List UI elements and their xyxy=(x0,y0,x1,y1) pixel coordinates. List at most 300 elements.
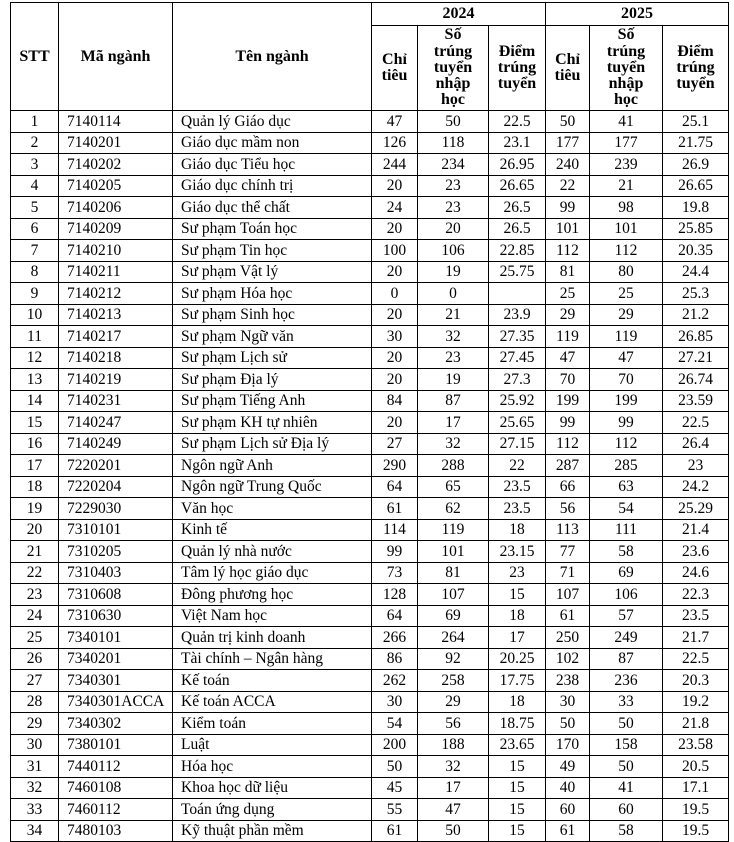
cell-diem-trung-tuyen-2025: 24.2 xyxy=(663,476,729,498)
cell-diem-trung-tuyen-2024: 23.5 xyxy=(489,476,546,498)
cell-ten-nganh: Giáo dục mầm non xyxy=(173,132,372,154)
table-row xyxy=(11,197,729,219)
cell-ten-nganh: Khoa học dữ liệu xyxy=(173,777,372,799)
cell-so-trung-tuyen-nhap-hoc-2024: 107 xyxy=(418,584,489,606)
cell-so-trung-tuyen-nhap-hoc-2025: 158 xyxy=(590,734,663,756)
cell-so-trung-tuyen-nhap-hoc-2024: 20 xyxy=(418,218,489,240)
cell-chi-tieu-2024: 100 xyxy=(372,240,418,262)
table-body xyxy=(11,111,729,842)
cell-so-trung-tuyen-nhap-hoc-2024: 101 xyxy=(418,541,489,563)
cell-diem-trung-tuyen-2024: 27.3 xyxy=(489,369,546,391)
cell-so-trung-tuyen-nhap-hoc-2025: 33 xyxy=(590,691,663,713)
cell-chi-tieu-2024: 126 xyxy=(372,132,418,154)
cell-chi-tieu-2024: 20 xyxy=(372,261,418,283)
cell-so-trung-tuyen-nhap-hoc-2024: 258 xyxy=(418,670,489,692)
cell-chi-tieu-2025: 66 xyxy=(546,476,590,498)
cell-diem-trung-tuyen-2024 xyxy=(489,283,546,305)
cell-chi-tieu-2025: 113 xyxy=(546,519,590,541)
table-row xyxy=(11,648,729,670)
cell-so-trung-tuyen-nhap-hoc-2024: 65 xyxy=(418,476,489,498)
cell-chi-tieu-2024: 20 xyxy=(372,347,418,369)
cell-chi-tieu-2025: 102 xyxy=(546,648,590,670)
cell-so-trung-tuyen-nhap-hoc-2025: 57 xyxy=(590,605,663,627)
cell-so-trung-tuyen-nhap-hoc-2024: 32 xyxy=(418,756,489,778)
cell-so-trung-tuyen-nhap-hoc-2024: 118 xyxy=(418,132,489,154)
col-header-diem-trung-tuyen-2024: Điểm trúng tuyển xyxy=(489,26,546,111)
cell-stt: 19 xyxy=(11,498,59,520)
cell-chi-tieu-2025: 107 xyxy=(546,584,590,606)
cell-diem-trung-tuyen-2025: 26.4 xyxy=(663,433,729,455)
cell-chi-tieu-2025: 60 xyxy=(546,799,590,821)
cell-ten-nganh: Sư phạm Ngữ văn xyxy=(173,326,372,348)
cell-diem-trung-tuyen-2024: 15 xyxy=(489,756,546,778)
cell-chi-tieu-2024: 86 xyxy=(372,648,418,670)
cell-stt: 29 xyxy=(11,713,59,735)
cell-ten-nganh: Giáo dục Tiểu học xyxy=(173,154,372,176)
cell-so-trung-tuyen-nhap-hoc-2024: 81 xyxy=(418,562,489,584)
cell-so-trung-tuyen-nhap-hoc-2025: 54 xyxy=(590,498,663,520)
cell-diem-trung-tuyen-2025: 24.4 xyxy=(663,261,729,283)
cell-diem-trung-tuyen-2025: 27.21 xyxy=(663,347,729,369)
cell-diem-trung-tuyen-2025: 21.75 xyxy=(663,132,729,154)
cell-chi-tieu-2025: 287 xyxy=(546,455,590,477)
cell-diem-trung-tuyen-2025: 21.4 xyxy=(663,519,729,541)
cell-so-trung-tuyen-nhap-hoc-2024: 19 xyxy=(418,261,489,283)
cell-diem-trung-tuyen-2025: 23.58 xyxy=(663,734,729,756)
cell-ma-nganh: 7460108 xyxy=(59,777,173,799)
cell-diem-trung-tuyen-2025: 19.5 xyxy=(663,799,729,821)
cell-ma-nganh: 7140249 xyxy=(59,433,173,455)
cell-diem-trung-tuyen-2024: 27.35 xyxy=(489,326,546,348)
cell-stt: 33 xyxy=(11,799,59,821)
cell-ma-nganh: 7140213 xyxy=(59,304,173,326)
cell-ma-nganh: 7310205 xyxy=(59,541,173,563)
cell-diem-trung-tuyen-2024: 26.5 xyxy=(489,218,546,240)
cell-diem-trung-tuyen-2024: 17.75 xyxy=(489,670,546,692)
cell-stt: 27 xyxy=(11,670,59,692)
cell-so-trung-tuyen-nhap-hoc-2024: 119 xyxy=(418,519,489,541)
cell-diem-trung-tuyen-2025: 23.59 xyxy=(663,390,729,412)
cell-stt: 15 xyxy=(11,412,59,434)
cell-so-trung-tuyen-nhap-hoc-2025: 99 xyxy=(590,412,663,434)
cell-ma-nganh: 7140218 xyxy=(59,347,173,369)
cell-so-trung-tuyen-nhap-hoc-2024: 32 xyxy=(418,433,489,455)
cell-stt: 13 xyxy=(11,369,59,391)
cell-chi-tieu-2024: 266 xyxy=(372,627,418,649)
cell-so-trung-tuyen-nhap-hoc-2025: 50 xyxy=(590,713,663,735)
col-header-year-2024: 2024 xyxy=(372,3,546,26)
cell-ten-nganh: Sư phạm Sinh học xyxy=(173,304,372,326)
table-row xyxy=(11,734,729,756)
cell-stt: 32 xyxy=(11,777,59,799)
cell-chi-tieu-2024: 84 xyxy=(372,390,418,412)
cell-ten-nganh: Quản lý Giáo dục xyxy=(173,111,372,133)
cell-so-trung-tuyen-nhap-hoc-2024: 69 xyxy=(418,605,489,627)
cell-so-trung-tuyen-nhap-hoc-2024: 32 xyxy=(418,326,489,348)
cell-diem-trung-tuyen-2024: 20.25 xyxy=(489,648,546,670)
cell-ma-nganh: 7340301 xyxy=(59,670,173,692)
cell-chi-tieu-2025: 170 xyxy=(546,734,590,756)
cell-chi-tieu-2025: 29 xyxy=(546,304,590,326)
cell-so-trung-tuyen-nhap-hoc-2024: 19 xyxy=(418,369,489,391)
table-row xyxy=(11,562,729,584)
cell-chi-tieu-2024: 0 xyxy=(372,283,418,305)
cell-chi-tieu-2024: 128 xyxy=(372,584,418,606)
cell-ma-nganh: 7340301ACCA xyxy=(59,691,173,713)
cell-diem-trung-tuyen-2024: 23.9 xyxy=(489,304,546,326)
cell-ten-nganh: Sư phạm Toán học xyxy=(173,218,372,240)
cell-diem-trung-tuyen-2024: 23.15 xyxy=(489,541,546,563)
cell-ma-nganh: 7340302 xyxy=(59,713,173,735)
cell-so-trung-tuyen-nhap-hoc-2024: 17 xyxy=(418,777,489,799)
cell-chi-tieu-2025: 70 xyxy=(546,369,590,391)
cell-stt: 7 xyxy=(11,240,59,262)
cell-so-trung-tuyen-nhap-hoc-2024: 0 xyxy=(418,283,489,305)
cell-diem-trung-tuyen-2025: 26.85 xyxy=(663,326,729,348)
cell-chi-tieu-2024: 27 xyxy=(372,433,418,455)
cell-chi-tieu-2024: 114 xyxy=(372,519,418,541)
cell-ten-nganh: Giáo dục chính trị xyxy=(173,175,372,197)
col-header-ma-nganh: Mã ngành xyxy=(59,3,173,111)
cell-ma-nganh: 7140206 xyxy=(59,197,173,219)
cell-ma-nganh: 7380101 xyxy=(59,734,173,756)
cell-diem-trung-tuyen-2024: 23.65 xyxy=(489,734,546,756)
cell-chi-tieu-2025: 77 xyxy=(546,541,590,563)
cell-diem-trung-tuyen-2025: 23 xyxy=(663,455,729,477)
cell-diem-trung-tuyen-2024: 22.5 xyxy=(489,111,546,133)
table-row xyxy=(11,132,729,154)
col-header-chi-tieu-2025: Chỉ tiêu xyxy=(546,26,590,111)
cell-ma-nganh: 7220204 xyxy=(59,476,173,498)
cell-diem-trung-tuyen-2025: 19.5 xyxy=(663,820,729,842)
cell-stt: 30 xyxy=(11,734,59,756)
table-row xyxy=(11,756,729,778)
cell-diem-trung-tuyen-2024: 15 xyxy=(489,777,546,799)
cell-ten-nganh: Sư phạm Lịch sử xyxy=(173,347,372,369)
table-row xyxy=(11,369,729,391)
table-row xyxy=(11,820,729,842)
table-row xyxy=(11,433,729,455)
cell-chi-tieu-2025: 56 xyxy=(546,498,590,520)
cell-diem-trung-tuyen-2025: 26.9 xyxy=(663,154,729,176)
cell-stt: 12 xyxy=(11,347,59,369)
table-row xyxy=(11,605,729,627)
cell-ten-nganh: Kế toán xyxy=(173,670,372,692)
cell-so-trung-tuyen-nhap-hoc-2025: 236 xyxy=(590,670,663,692)
cell-so-trung-tuyen-nhap-hoc-2025: 29 xyxy=(590,304,663,326)
cell-ten-nganh: Quản lý nhà nước xyxy=(173,541,372,563)
cell-chi-tieu-2025: 71 xyxy=(546,562,590,584)
table-row xyxy=(11,326,729,348)
cell-stt: 9 xyxy=(11,283,59,305)
cell-diem-trung-tuyen-2025: 26.65 xyxy=(663,175,729,197)
cell-ten-nganh: Ngôn ngữ Trung Quốc xyxy=(173,476,372,498)
cell-ten-nganh: Kiểm toán xyxy=(173,713,372,735)
table-row xyxy=(11,713,729,735)
cell-ten-nganh: Kỹ thuật phần mềm xyxy=(173,820,372,842)
cell-ma-nganh: 7340201 xyxy=(59,648,173,670)
cell-so-trung-tuyen-nhap-hoc-2025: 98 xyxy=(590,197,663,219)
cell-stt: 17 xyxy=(11,455,59,477)
cell-diem-trung-tuyen-2025: 21.8 xyxy=(663,713,729,735)
cell-chi-tieu-2024: 262 xyxy=(372,670,418,692)
cell-so-trung-tuyen-nhap-hoc-2025: 112 xyxy=(590,240,663,262)
cell-diem-trung-tuyen-2025: 20.3 xyxy=(663,670,729,692)
cell-stt: 2 xyxy=(11,132,59,154)
cell-chi-tieu-2024: 244 xyxy=(372,154,418,176)
cell-chi-tieu-2024: 20 xyxy=(372,218,418,240)
cell-diem-trung-tuyen-2024: 27.45 xyxy=(489,347,546,369)
cell-ten-nganh: Văn học xyxy=(173,498,372,520)
cell-so-trung-tuyen-nhap-hoc-2024: 23 xyxy=(418,197,489,219)
cell-chi-tieu-2025: 119 xyxy=(546,326,590,348)
cell-diem-trung-tuyen-2024: 25.65 xyxy=(489,412,546,434)
cell-stt: 23 xyxy=(11,584,59,606)
col-header-ten-nganh: Tên ngành xyxy=(173,3,372,111)
table-row xyxy=(11,541,729,563)
cell-ten-nganh: Sư phạm Lịch sử Địa lý xyxy=(173,433,372,455)
cell-so-trung-tuyen-nhap-hoc-2025: 87 xyxy=(590,648,663,670)
cell-diem-trung-tuyen-2024: 22.85 xyxy=(489,240,546,262)
cell-chi-tieu-2025: 22 xyxy=(546,175,590,197)
cell-ten-nganh: Sư phạm Hóa học xyxy=(173,283,372,305)
cell-chi-tieu-2024: 45 xyxy=(372,777,418,799)
cell-so-trung-tuyen-nhap-hoc-2025: 58 xyxy=(590,820,663,842)
cell-so-trung-tuyen-nhap-hoc-2024: 50 xyxy=(418,820,489,842)
cell-ma-nganh: 7140114 xyxy=(59,111,173,133)
cell-chi-tieu-2025: 61 xyxy=(546,820,590,842)
cell-so-trung-tuyen-nhap-hoc-2025: 70 xyxy=(590,369,663,391)
cell-diem-trung-tuyen-2025: 22.3 xyxy=(663,584,729,606)
cell-ten-nganh: Việt Nam học xyxy=(173,605,372,627)
cell-chi-tieu-2025: 199 xyxy=(546,390,590,412)
cell-chi-tieu-2025: 47 xyxy=(546,347,590,369)
cell-diem-trung-tuyen-2025: 25.85 xyxy=(663,218,729,240)
cell-diem-trung-tuyen-2024: 22 xyxy=(489,455,546,477)
table-row xyxy=(11,304,729,326)
cell-diem-trung-tuyen-2024: 23.1 xyxy=(489,132,546,154)
cell-ten-nganh: Sư phạm Tin học xyxy=(173,240,372,262)
admission-score-table xyxy=(10,2,729,842)
cell-diem-trung-tuyen-2024: 17 xyxy=(489,627,546,649)
cell-stt: 25 xyxy=(11,627,59,649)
cell-so-trung-tuyen-nhap-hoc-2025: 101 xyxy=(590,218,663,240)
cell-ma-nganh: 7229030 xyxy=(59,498,173,520)
cell-diem-trung-tuyen-2025: 23.6 xyxy=(663,541,729,563)
cell-so-trung-tuyen-nhap-hoc-2025: 285 xyxy=(590,455,663,477)
cell-diem-trung-tuyen-2024: 27.15 xyxy=(489,433,546,455)
cell-stt: 5 xyxy=(11,197,59,219)
cell-chi-tieu-2025: 50 xyxy=(546,111,590,133)
cell-ma-nganh: 7440112 xyxy=(59,756,173,778)
cell-stt: 8 xyxy=(11,261,59,283)
cell-ma-nganh: 7310101 xyxy=(59,519,173,541)
col-header-so-trung-tuyen-nhap-hoc-2024: Số trúng tuyển nhập học xyxy=(418,26,489,111)
cell-stt: 4 xyxy=(11,175,59,197)
cell-ma-nganh: 7140219 xyxy=(59,369,173,391)
cell-diem-trung-tuyen-2025: 23.5 xyxy=(663,605,729,627)
cell-diem-trung-tuyen-2024: 15 xyxy=(489,584,546,606)
cell-chi-tieu-2025: 101 xyxy=(546,218,590,240)
cell-stt: 10 xyxy=(11,304,59,326)
cell-ma-nganh: 7460112 xyxy=(59,799,173,821)
cell-so-trung-tuyen-nhap-hoc-2024: 56 xyxy=(418,713,489,735)
cell-ten-nganh: Luật xyxy=(173,734,372,756)
table-row xyxy=(11,218,729,240)
cell-chi-tieu-2024: 290 xyxy=(372,455,418,477)
table-row xyxy=(11,476,729,498)
cell-chi-tieu-2024: 73 xyxy=(372,562,418,584)
cell-chi-tieu-2024: 20 xyxy=(372,175,418,197)
cell-so-trung-tuyen-nhap-hoc-2025: 41 xyxy=(590,111,663,133)
cell-diem-trung-tuyen-2025: 19.8 xyxy=(663,197,729,219)
col-header-diem-trung-tuyen-2025: Điểm trúng tuyển xyxy=(663,26,729,111)
cell-stt: 14 xyxy=(11,390,59,412)
cell-chi-tieu-2024: 24 xyxy=(372,197,418,219)
cell-diem-trung-tuyen-2025: 25.1 xyxy=(663,111,729,133)
cell-stt: 26 xyxy=(11,648,59,670)
cell-so-trung-tuyen-nhap-hoc-2024: 23 xyxy=(418,175,489,197)
cell-chi-tieu-2024: 30 xyxy=(372,326,418,348)
table-row xyxy=(11,519,729,541)
cell-so-trung-tuyen-nhap-hoc-2024: 234 xyxy=(418,154,489,176)
cell-ten-nganh: Sư phạm Tiếng Anh xyxy=(173,390,372,412)
table-row xyxy=(11,347,729,369)
cell-diem-trung-tuyen-2025: 25.29 xyxy=(663,498,729,520)
cell-so-trung-tuyen-nhap-hoc-2025: 249 xyxy=(590,627,663,649)
cell-chi-tieu-2024: 61 xyxy=(372,820,418,842)
cell-stt: 20 xyxy=(11,519,59,541)
cell-ten-nganh: Giáo dục thể chất xyxy=(173,197,372,219)
cell-diem-trung-tuyen-2025: 25.3 xyxy=(663,283,729,305)
cell-diem-trung-tuyen-2024: 25.75 xyxy=(489,261,546,283)
cell-so-trung-tuyen-nhap-hoc-2025: 69 xyxy=(590,562,663,584)
cell-ma-nganh: 7140202 xyxy=(59,154,173,176)
cell-so-trung-tuyen-nhap-hoc-2024: 62 xyxy=(418,498,489,520)
cell-chi-tieu-2024: 20 xyxy=(372,412,418,434)
cell-chi-tieu-2025: 30 xyxy=(546,691,590,713)
cell-diem-trung-tuyen-2025: 22.5 xyxy=(663,412,729,434)
cell-chi-tieu-2025: 250 xyxy=(546,627,590,649)
cell-so-trung-tuyen-nhap-hoc-2024: 87 xyxy=(418,390,489,412)
cell-so-trung-tuyen-nhap-hoc-2024: 17 xyxy=(418,412,489,434)
table-row xyxy=(11,691,729,713)
cell-diem-trung-tuyen-2024: 23.5 xyxy=(489,498,546,520)
cell-stt: 31 xyxy=(11,756,59,778)
table-row xyxy=(11,584,729,606)
table-row xyxy=(11,175,729,197)
cell-chi-tieu-2025: 240 xyxy=(546,154,590,176)
cell-chi-tieu-2024: 64 xyxy=(372,605,418,627)
cell-chi-tieu-2025: 112 xyxy=(546,433,590,455)
cell-ten-nganh: Sư phạm KH tự nhiên xyxy=(173,412,372,434)
cell-ten-nganh: Toán ứng dụng xyxy=(173,799,372,821)
cell-so-trung-tuyen-nhap-hoc-2025: 199 xyxy=(590,390,663,412)
cell-so-trung-tuyen-nhap-hoc-2025: 80 xyxy=(590,261,663,283)
cell-ten-nganh: Ngôn ngữ Anh xyxy=(173,455,372,477)
cell-diem-trung-tuyen-2025: 24.6 xyxy=(663,562,729,584)
cell-stt: 3 xyxy=(11,154,59,176)
cell-chi-tieu-2025: 49 xyxy=(546,756,590,778)
cell-ma-nganh: 7140211 xyxy=(59,261,173,283)
cell-ma-nganh: 7480103 xyxy=(59,820,173,842)
cell-so-trung-tuyen-nhap-hoc-2025: 63 xyxy=(590,476,663,498)
cell-diem-trung-tuyen-2024: 18 xyxy=(489,691,546,713)
cell-chi-tieu-2024: 54 xyxy=(372,713,418,735)
table-row xyxy=(11,670,729,692)
cell-so-trung-tuyen-nhap-hoc-2024: 29 xyxy=(418,691,489,713)
cell-diem-trung-tuyen-2024: 18.75 xyxy=(489,713,546,735)
cell-diem-trung-tuyen-2024: 15 xyxy=(489,820,546,842)
cell-stt: 18 xyxy=(11,476,59,498)
cell-so-trung-tuyen-nhap-hoc-2024: 50 xyxy=(418,111,489,133)
cell-ma-nganh: 7140212 xyxy=(59,283,173,305)
cell-stt: 24 xyxy=(11,605,59,627)
cell-diem-trung-tuyen-2024: 25.92 xyxy=(489,390,546,412)
col-header-stt: STT xyxy=(11,3,59,111)
cell-ma-nganh: 7140231 xyxy=(59,390,173,412)
table-row xyxy=(11,498,729,520)
cell-ten-nganh: Quản trị kinh doanh xyxy=(173,627,372,649)
cell-chi-tieu-2024: 200 xyxy=(372,734,418,756)
cell-chi-tieu-2024: 50 xyxy=(372,756,418,778)
cell-ten-nganh: Sư phạm Vật lý xyxy=(173,261,372,283)
cell-ma-nganh: 7310630 xyxy=(59,605,173,627)
table-row xyxy=(11,455,729,477)
cell-so-trung-tuyen-nhap-hoc-2025: 58 xyxy=(590,541,663,563)
cell-so-trung-tuyen-nhap-hoc-2024: 106 xyxy=(418,240,489,262)
cell-so-trung-tuyen-nhap-hoc-2025: 41 xyxy=(590,777,663,799)
cell-ma-nganh: 7220201 xyxy=(59,455,173,477)
cell-diem-trung-tuyen-2025: 19.2 xyxy=(663,691,729,713)
cell-ma-nganh: 7140247 xyxy=(59,412,173,434)
cell-chi-tieu-2024: 64 xyxy=(372,476,418,498)
cell-ma-nganh: 7140209 xyxy=(59,218,173,240)
cell-chi-tieu-2025: 238 xyxy=(546,670,590,692)
cell-chi-tieu-2025: 25 xyxy=(546,283,590,305)
cell-ma-nganh: 7310403 xyxy=(59,562,173,584)
table-row xyxy=(11,390,729,412)
cell-so-trung-tuyen-nhap-hoc-2024: 188 xyxy=(418,734,489,756)
cell-chi-tieu-2024: 61 xyxy=(372,498,418,520)
cell-ten-nganh: Đông phương học xyxy=(173,584,372,606)
cell-chi-tieu-2025: 112 xyxy=(546,240,590,262)
cell-diem-trung-tuyen-2025: 20.5 xyxy=(663,756,729,778)
cell-diem-trung-tuyen-2024: 23 xyxy=(489,562,546,584)
cell-chi-tieu-2025: 177 xyxy=(546,132,590,154)
cell-ten-nganh: Tài chính – Ngân hàng xyxy=(173,648,372,670)
cell-so-trung-tuyen-nhap-hoc-2024: 23 xyxy=(418,347,489,369)
table-row xyxy=(11,799,729,821)
header-year-row xyxy=(11,3,729,26)
cell-diem-trung-tuyen-2025: 17.1 xyxy=(663,777,729,799)
cell-so-trung-tuyen-nhap-hoc-2024: 264 xyxy=(418,627,489,649)
cell-so-trung-tuyen-nhap-hoc-2024: 92 xyxy=(418,648,489,670)
table-row xyxy=(11,240,729,262)
cell-so-trung-tuyen-nhap-hoc-2025: 47 xyxy=(590,347,663,369)
table-row xyxy=(11,283,729,305)
cell-ten-nganh: Kế toán ACCA xyxy=(173,691,372,713)
cell-chi-tieu-2024: 20 xyxy=(372,304,418,326)
cell-so-trung-tuyen-nhap-hoc-2025: 25 xyxy=(590,283,663,305)
cell-so-trung-tuyen-nhap-hoc-2025: 60 xyxy=(590,799,663,821)
cell-stt: 22 xyxy=(11,562,59,584)
cell-diem-trung-tuyen-2025: 26.74 xyxy=(663,369,729,391)
cell-diem-trung-tuyen-2024: 26.65 xyxy=(489,175,546,197)
cell-diem-trung-tuyen-2025: 20.35 xyxy=(663,240,729,262)
cell-chi-tieu-2024: 20 xyxy=(372,369,418,391)
table-header xyxy=(11,3,729,111)
